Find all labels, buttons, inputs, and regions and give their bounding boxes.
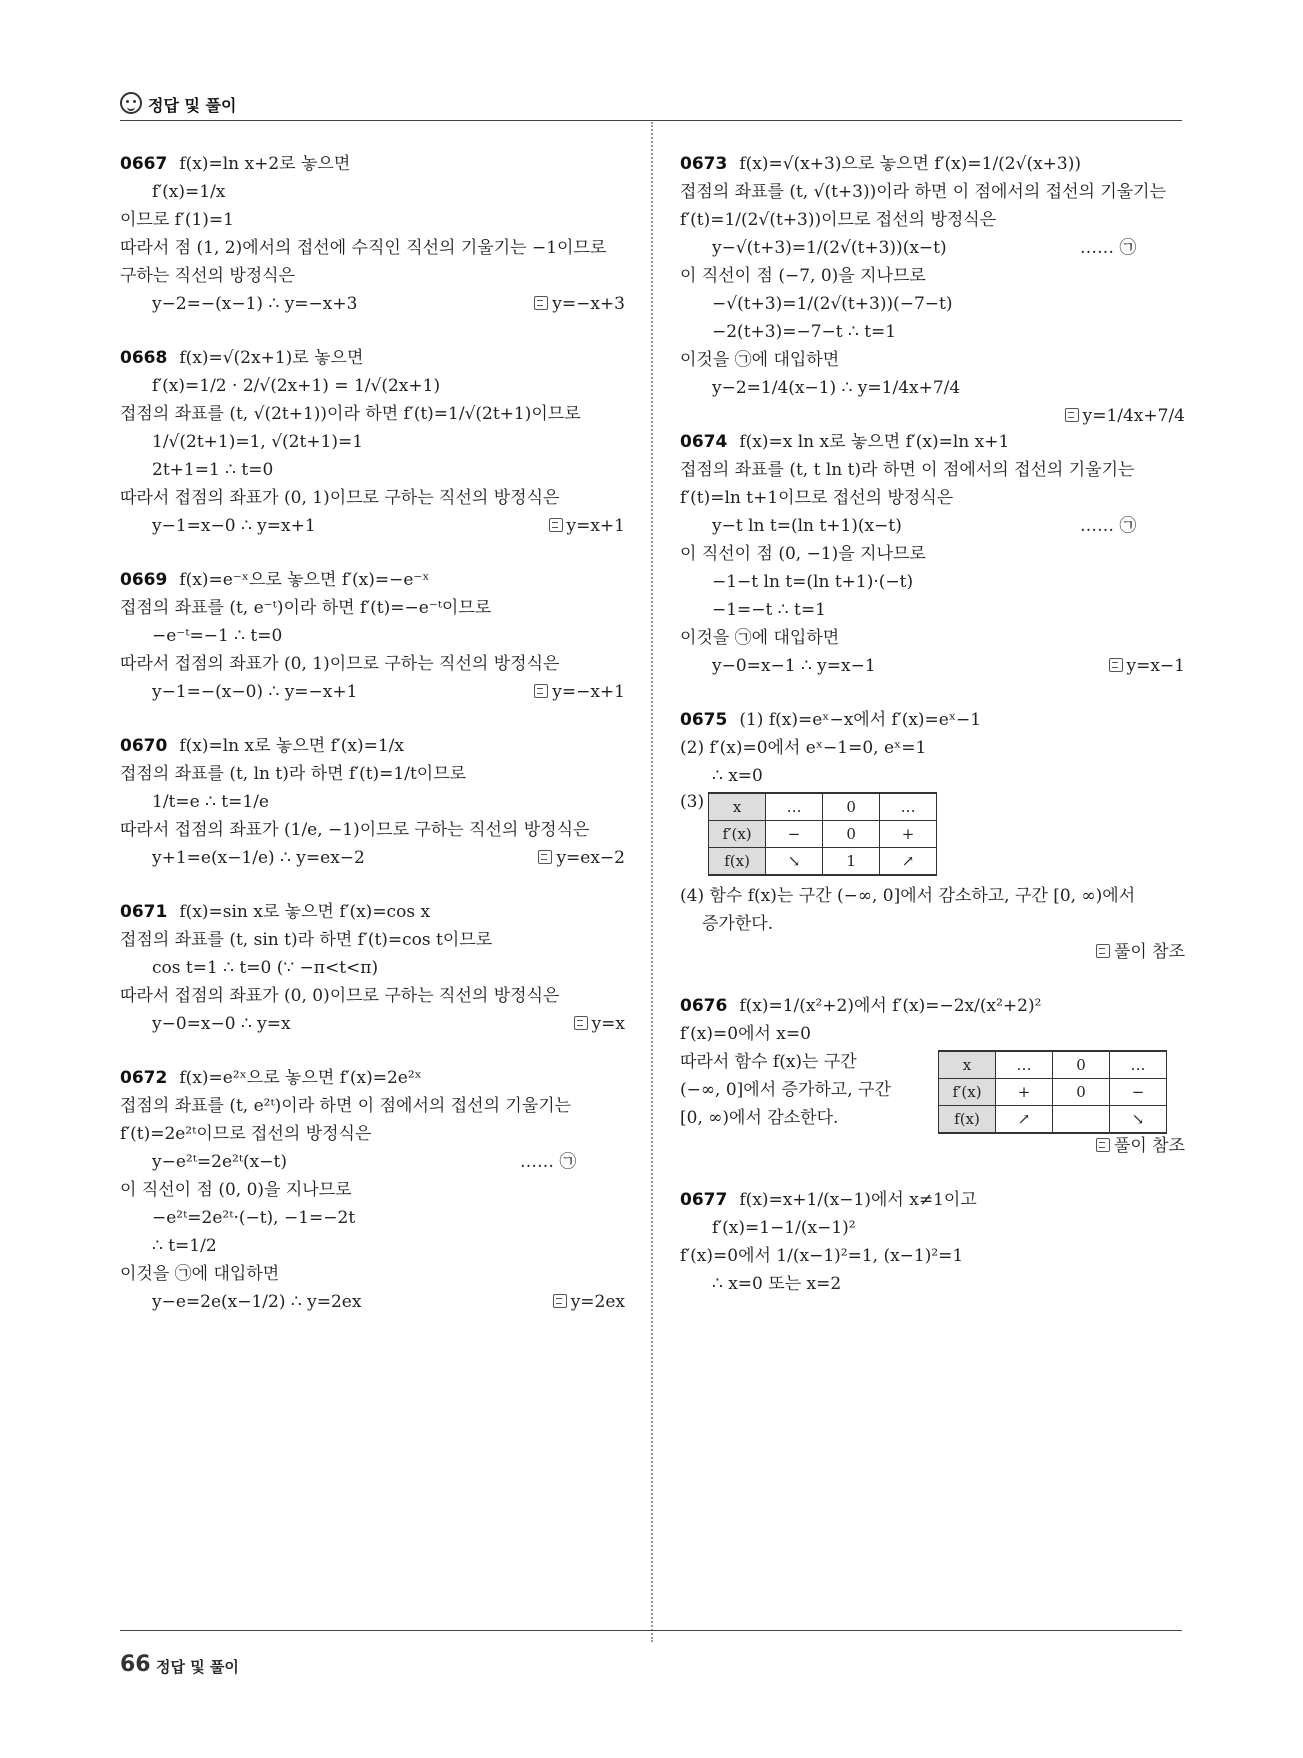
problem-0672: [120, 1064, 625, 1316]
line-text: f′(x)=1/x: [152, 182, 226, 202]
sign-table-cell: ↗: [880, 848, 937, 876]
line-text: ∴ x=0: [712, 766, 763, 786]
problem-number: 0677: [680, 1190, 728, 1210]
problem-body: [680, 992, 1185, 1132]
line-text: y−0=x−0 ∴ y=x: [152, 1014, 291, 1034]
solution-line: [680, 540, 1185, 568]
sign-table-cell: 0: [1053, 1051, 1110, 1079]
problem-number: 0676: [680, 996, 728, 1016]
line-text: f(x)=x ln x로 놓으면 f′(x)=ln x+1: [739, 432, 1010, 452]
problem-0673: [680, 150, 1185, 426]
answer-label: [534, 290, 625, 318]
solution-line: [120, 1120, 625, 1148]
solution-line: [120, 594, 625, 622]
line-text: −2(t+3)=−7−t ∴ t=1: [712, 322, 897, 342]
solution-line: [120, 1010, 625, 1038]
solution-line: [120, 428, 625, 456]
line-text: y−1=x−0 ∴ y=x+1: [152, 516, 316, 536]
equation-mark: …… ㉠: [520, 1152, 577, 1172]
problem-number: 0672: [120, 1068, 168, 1088]
answer-label: [1096, 1132, 1185, 1160]
answer-label: [1065, 402, 1185, 430]
solution-line: [120, 400, 625, 428]
sign-table-cell: f(x): [709, 848, 766, 876]
table-label: (3): [680, 792, 705, 812]
solution-line: (4) 함수 f(x)는 구간 (−∞, 0]에서 감소하고, 구간 [0, ∞)에서: [680, 886, 1136, 906]
solution-line: [680, 1242, 1185, 1270]
solution-line: [680, 262, 1185, 290]
solution-line: [680, 178, 1185, 206]
answer-icon: [538, 850, 552, 864]
line-text: f′(x)=0에서 x=0: [680, 1024, 811, 1044]
solution-line: [120, 678, 625, 706]
answer-text: y=−x+3: [552, 294, 625, 314]
line-text: 접점의 좌표를 (t, e⁻ᵗ)이라 하면 f′(t)=−e⁻ᵗ이므로: [120, 598, 492, 618]
solution-line: [680, 318, 1185, 346]
problem-0671: [120, 898, 625, 1038]
answer-icon: [574, 1016, 588, 1030]
line-text: f′(t)=2e²ᵗ이므로 접선의 방정식은: [120, 1124, 372, 1144]
solution-line: [120, 1064, 625, 1092]
line-text: −e⁻ᵗ=−1 ∴ t=0: [152, 626, 283, 646]
solution-line: [680, 1270, 1185, 1298]
solution-line: [680, 484, 1185, 512]
answer-line: [680, 938, 1185, 966]
solution-line: [680, 596, 1185, 624]
solution-line: [680, 206, 1185, 234]
solution-line: [120, 816, 625, 844]
line-text: f′(x)=0에서 1/(x−1)²=1, (x−1)²=1: [680, 1246, 964, 1266]
solution-line: [120, 1232, 625, 1260]
solution-line: [120, 484, 625, 512]
sign-table-cell: …: [766, 793, 823, 821]
sign-table-row: [939, 1106, 1167, 1134]
solution-line: [680, 624, 1185, 652]
line-text: −e²ᵗ=2e²ᵗ·(−t), −1=−2t: [152, 1208, 356, 1228]
left-column: [120, 150, 625, 1342]
line-text: 접점의 좌표를 (t, sin t)라 하면 f′(t)=cos t이므로: [120, 930, 493, 950]
sign-table-cell: f′(x): [939, 1079, 996, 1106]
answer-icon: [1096, 944, 1110, 958]
line-text: f(x)=e⁻ˣ으로 놓으면 f′(x)=−e⁻ˣ: [179, 570, 430, 590]
solution-line: [680, 346, 1185, 374]
sign-table-cell: ↘: [1110, 1106, 1167, 1134]
sign-table-row: [709, 793, 937, 821]
line-text: 접점의 좌표를 (t, e²ᵗ)이라 하면 이 점에서의 접선의 기울기는: [120, 1096, 572, 1116]
line-text: (1) f(x)=eˣ−x에서 f′(x)=eˣ−1: [739, 710, 982, 730]
line-text: f(x)=1/(x²+2)에서 f′(x)=−2x/(x²+2)²: [739, 996, 1042, 1016]
line-text: f(x)=sin x로 놓으면 f′(x)=cos x: [179, 902, 431, 922]
line-text: 이 직선이 점 (−7, 0)을 지나므로: [680, 266, 926, 286]
line-text: ∴ t=1/2: [152, 1236, 217, 1256]
sign-table-row: [939, 1079, 1167, 1106]
solution-line: [120, 622, 625, 650]
problem-number: 0675: [680, 710, 728, 730]
solution-line: [680, 652, 1185, 680]
sign-table: [708, 792, 937, 876]
solution-line: [680, 1020, 1185, 1048]
line-text: 1/t=e ∴ t=1/e: [152, 792, 269, 812]
solution-line: [680, 290, 1185, 318]
solution-line: [120, 456, 625, 484]
line-text: 따라서 접점의 좌표가 (0, 1)이므로 구하는 직선의 방정식은: [120, 654, 560, 674]
line-text: f(x)=√(x+3)으로 놓으면 f′(x)=1/(2√(x+3)): [739, 154, 1081, 174]
line-text: f(x)=e²ˣ으로 놓으면 f′(x)=2e²ˣ: [179, 1068, 422, 1088]
footer-rule: [120, 1630, 1182, 1631]
problem-0674: [680, 428, 1185, 680]
line-text: 따라서 접점의 좌표가 (0, 0)이므로 구하는 직선의 방정식은: [120, 986, 560, 1006]
answer-text: y=−x+1: [552, 682, 625, 702]
line-text: 구하는 직선의 방정식은: [120, 266, 296, 286]
line-text: 접점의 좌표를 (t, t ln t)라 하면 이 점에서의 접선의 기울기는: [680, 460, 1135, 480]
solution-line: [120, 206, 625, 234]
problem-number: 0668: [120, 348, 168, 368]
line-text: 이것을 ㉠에 대입하면: [680, 350, 840, 370]
sign-table-cell: [1053, 1106, 1110, 1134]
equation-mark: …… ㉠: [1080, 238, 1137, 258]
line-text: f(x)=ln x+2로 놓으면: [179, 154, 351, 174]
solution-line: [680, 234, 1185, 262]
solution-line: [120, 1092, 625, 1120]
line-text: y+1=e(x−1/e) ∴ y=ex−2: [152, 848, 365, 868]
line-text: 이므로 f′(1)=1: [120, 210, 234, 230]
line-text: y−√(t+3)=1/(2√(t+3))(x−t): [712, 238, 947, 258]
line-text: 접점의 좌표를 (t, √(2t+1))이라 하면 f′(t)=1/√(2t+1)이므로: [120, 404, 581, 424]
line-text: f′(t)=ln t+1이므로 접선의 방정식은: [680, 488, 954, 508]
problem-0677: [680, 1186, 1185, 1298]
problem-0668: [120, 344, 625, 540]
equation-mark: …… ㉠: [1080, 516, 1137, 536]
answer-line: [680, 1132, 1185, 1160]
line-text: 1/√(2t+1)=1, √(2t+1)=1: [152, 432, 364, 452]
line-text: y−0=x−1 ∴ y=x−1: [712, 656, 876, 676]
answer-text: 풀이 참조: [1113, 942, 1185, 962]
line-text: f(x)=x+1/(x−1)에서 x≠1이고: [739, 1190, 977, 1210]
solution-line: [120, 1260, 625, 1288]
solution-line: [120, 372, 625, 400]
solution-line: [680, 734, 1185, 762]
solution-line: [120, 898, 625, 926]
solution-line: [120, 1288, 625, 1316]
line-text: [0, ∞)에서 감소한다.: [680, 1108, 839, 1128]
solution-line: [680, 992, 1185, 1020]
line-text: f′(x)=1/2 · 2/√(2x+1) = 1/√(2x+1): [152, 376, 441, 396]
sign-table-cell: x: [709, 793, 766, 821]
solution-line: [120, 150, 625, 178]
problem-number: 0671: [120, 902, 168, 922]
answer-label: [553, 1288, 625, 1316]
problem-number: 0673: [680, 154, 728, 174]
line-text: 따라서 점 (1, 2)에서의 접선에 수직인 직선의 기울기는 −1이므로: [120, 238, 607, 258]
line-text: y−1=−(x−0) ∴ y=−x+1: [152, 682, 358, 702]
solution-line: 증가한다.: [702, 914, 774, 934]
answer-icon: [553, 1294, 567, 1308]
solution-line: [120, 344, 625, 372]
column-divider: [651, 122, 653, 1642]
solution-line: [680, 150, 1185, 178]
line-text: y−2=1/4(x−1) ∴ y=1/4x+7/4: [712, 378, 961, 398]
problem-0667: [120, 150, 625, 318]
line-text: f(x)=ln x로 놓으면 f′(x)=1/x: [179, 736, 404, 756]
solution-line: [120, 178, 625, 206]
problem-number: 0674: [680, 432, 728, 452]
solution-line: [120, 566, 625, 594]
answer-text: y=x−1: [1126, 656, 1185, 676]
answer-icon: [549, 518, 563, 532]
smiley-logo-icon: [120, 92, 142, 114]
answer-label: [538, 844, 625, 872]
table-wrap: [938, 1050, 1167, 1134]
line-text: 따라서 접점의 좌표가 (1/e, −1)이므로 구하는 직선의 방정식은: [120, 820, 590, 840]
sign-table: [938, 1050, 1167, 1134]
answer-label: [549, 512, 626, 540]
solution-line: [120, 512, 625, 540]
line-text: 이것을 ㉠에 대입하면: [680, 628, 840, 648]
solution-line: [680, 374, 1185, 402]
line-text: f′(x)=1−1/(x−1)²: [712, 1218, 856, 1238]
solution-line: [680, 1214, 1185, 1242]
solution-line: [120, 844, 625, 872]
sign-table-row: [939, 1051, 1167, 1079]
problem-number: 0670: [120, 736, 168, 756]
line-text: 접점의 좌표를 (t, ln t)라 하면 f′(t)=1/t이므로: [120, 764, 467, 784]
sign-table-cell: +: [996, 1079, 1053, 1106]
answer-label: [1109, 652, 1186, 680]
solution-line: [120, 982, 625, 1010]
solution-line: [680, 512, 1185, 540]
answer-text: y=ex−2: [556, 848, 625, 868]
problem-0676: [680, 992, 1185, 1160]
line-text: 2t+1=1 ∴ t=0: [152, 460, 274, 480]
solution-line: [120, 1204, 625, 1232]
answer-icon: [534, 684, 548, 698]
line-text: −1−t ln t=(ln t+1)·(−t): [712, 572, 914, 592]
header-title: 정답 및 풀이: [148, 96, 237, 115]
problem-number: 0667: [120, 154, 168, 174]
solution-line: [120, 650, 625, 678]
solution-line: [120, 262, 625, 290]
sign-table-cell: ↘: [766, 848, 823, 876]
sign-table-cell: 0: [823, 821, 880, 848]
sign-table-cell: 0: [823, 793, 880, 821]
answer-icon: [1096, 1138, 1110, 1152]
sign-table-cell: x: [939, 1051, 996, 1079]
sign-table-cell: −: [1110, 1079, 1167, 1106]
answer-label: [534, 678, 625, 706]
problem-0669: [120, 566, 625, 706]
solution-line: [120, 732, 625, 760]
solution-line: [680, 706, 1185, 734]
sign-table-row: [709, 848, 937, 876]
answer-text: y=x: [591, 1014, 625, 1034]
problem-0670: [120, 732, 625, 872]
line-text: 이 직선이 점 (0, −1)을 지나므로: [680, 544, 926, 564]
solution-line: [680, 456, 1185, 484]
line-text: ∴ x=0 또는 x=2: [712, 1274, 842, 1294]
sign-table-cell: f′(x): [709, 821, 766, 848]
line-text: −1=−t ∴ t=1: [712, 600, 826, 620]
solution-line: [680, 1186, 1185, 1214]
line-text: 따라서 접점의 좌표가 (0, 1)이므로 구하는 직선의 방정식은: [120, 488, 560, 508]
solution-line: [120, 788, 625, 816]
line-text: y−e=2e(x−1/2) ∴ y=2ex: [152, 1292, 362, 1312]
answer-icon: [1065, 408, 1079, 422]
answer-text: y=2ex: [570, 1292, 625, 1312]
line-text: 접점의 좌표를 (t, √(t+3))이라 하면 이 점에서의 접선의 기울기는: [680, 182, 1167, 202]
answer-text: 풀이 참조: [1113, 1136, 1185, 1156]
line-text: 따라서 함수 f(x)는 구간: [680, 1052, 857, 1072]
right-column: [680, 150, 1185, 1324]
footer-title: 정답 및 풀이: [156, 1658, 239, 1676]
solution-line: [680, 428, 1185, 456]
problem-number: 0669: [120, 570, 168, 590]
answer-icon: [1109, 658, 1123, 672]
solution-line: [120, 234, 625, 262]
solution-line: [120, 1148, 625, 1176]
solution-line: [120, 926, 625, 954]
sign-table-cell: 0: [1053, 1079, 1110, 1106]
sign-table-cell: 1: [823, 848, 880, 876]
answer-icon: [534, 296, 548, 310]
solution-line: [120, 954, 625, 982]
line-text: cos t=1 ∴ t=0 (∵ −π<t<π): [152, 958, 379, 978]
page-number: 66: [120, 1652, 151, 1677]
sign-table-cell: …: [880, 793, 937, 821]
answer-text: y=1/4x+7/4: [1082, 406, 1185, 426]
sign-table-cell: +: [880, 821, 937, 848]
line-text: y−e²ᵗ=2e²ᵗ(x−t): [152, 1152, 287, 1172]
problem-0675: [680, 706, 1185, 966]
solution-line: [120, 1176, 625, 1204]
line-text: (2) f′(x)=0에서 eˣ−1=0, eˣ=1: [680, 738, 927, 758]
line-text: y−2=−(x−1) ∴ y=−x+3: [152, 294, 358, 314]
sign-table-cell: −: [766, 821, 823, 848]
sign-table-cell: …: [996, 1051, 1053, 1079]
answer-label: [1096, 938, 1185, 966]
solution-line: [680, 762, 1185, 790]
page-header: [120, 92, 1182, 121]
solution-line: [120, 290, 625, 318]
answer-text: y=x+1: [566, 516, 625, 536]
line-text: −√(t+3)=1/(2√(t+3))(−7−t): [712, 294, 953, 314]
sign-table-cell: …: [1110, 1051, 1167, 1079]
solution-line: [680, 568, 1185, 596]
line-text: 이것을 ㉠에 대입하면: [120, 1264, 280, 1284]
line-text: f′(t)=1/(2√(t+3))이므로 접선의 방정식은: [680, 210, 997, 230]
sign-table-row: [709, 821, 937, 848]
line-text: f(x)=√(2x+1)로 놓으면: [179, 348, 364, 368]
solution-line: [120, 760, 625, 788]
sign-table-cell: f(x): [939, 1106, 996, 1134]
sign-table-cell: ↗: [996, 1106, 1053, 1134]
table-line: [680, 792, 1185, 876]
answer-label: [574, 1010, 625, 1038]
line-text: y−t ln t=(ln t+1)(x−t): [712, 516, 902, 536]
line-text: (−∞, 0]에서 증가하고, 구간: [680, 1080, 891, 1100]
line-text: 이 직선이 점 (0, 0)을 지나므로: [120, 1180, 352, 1200]
